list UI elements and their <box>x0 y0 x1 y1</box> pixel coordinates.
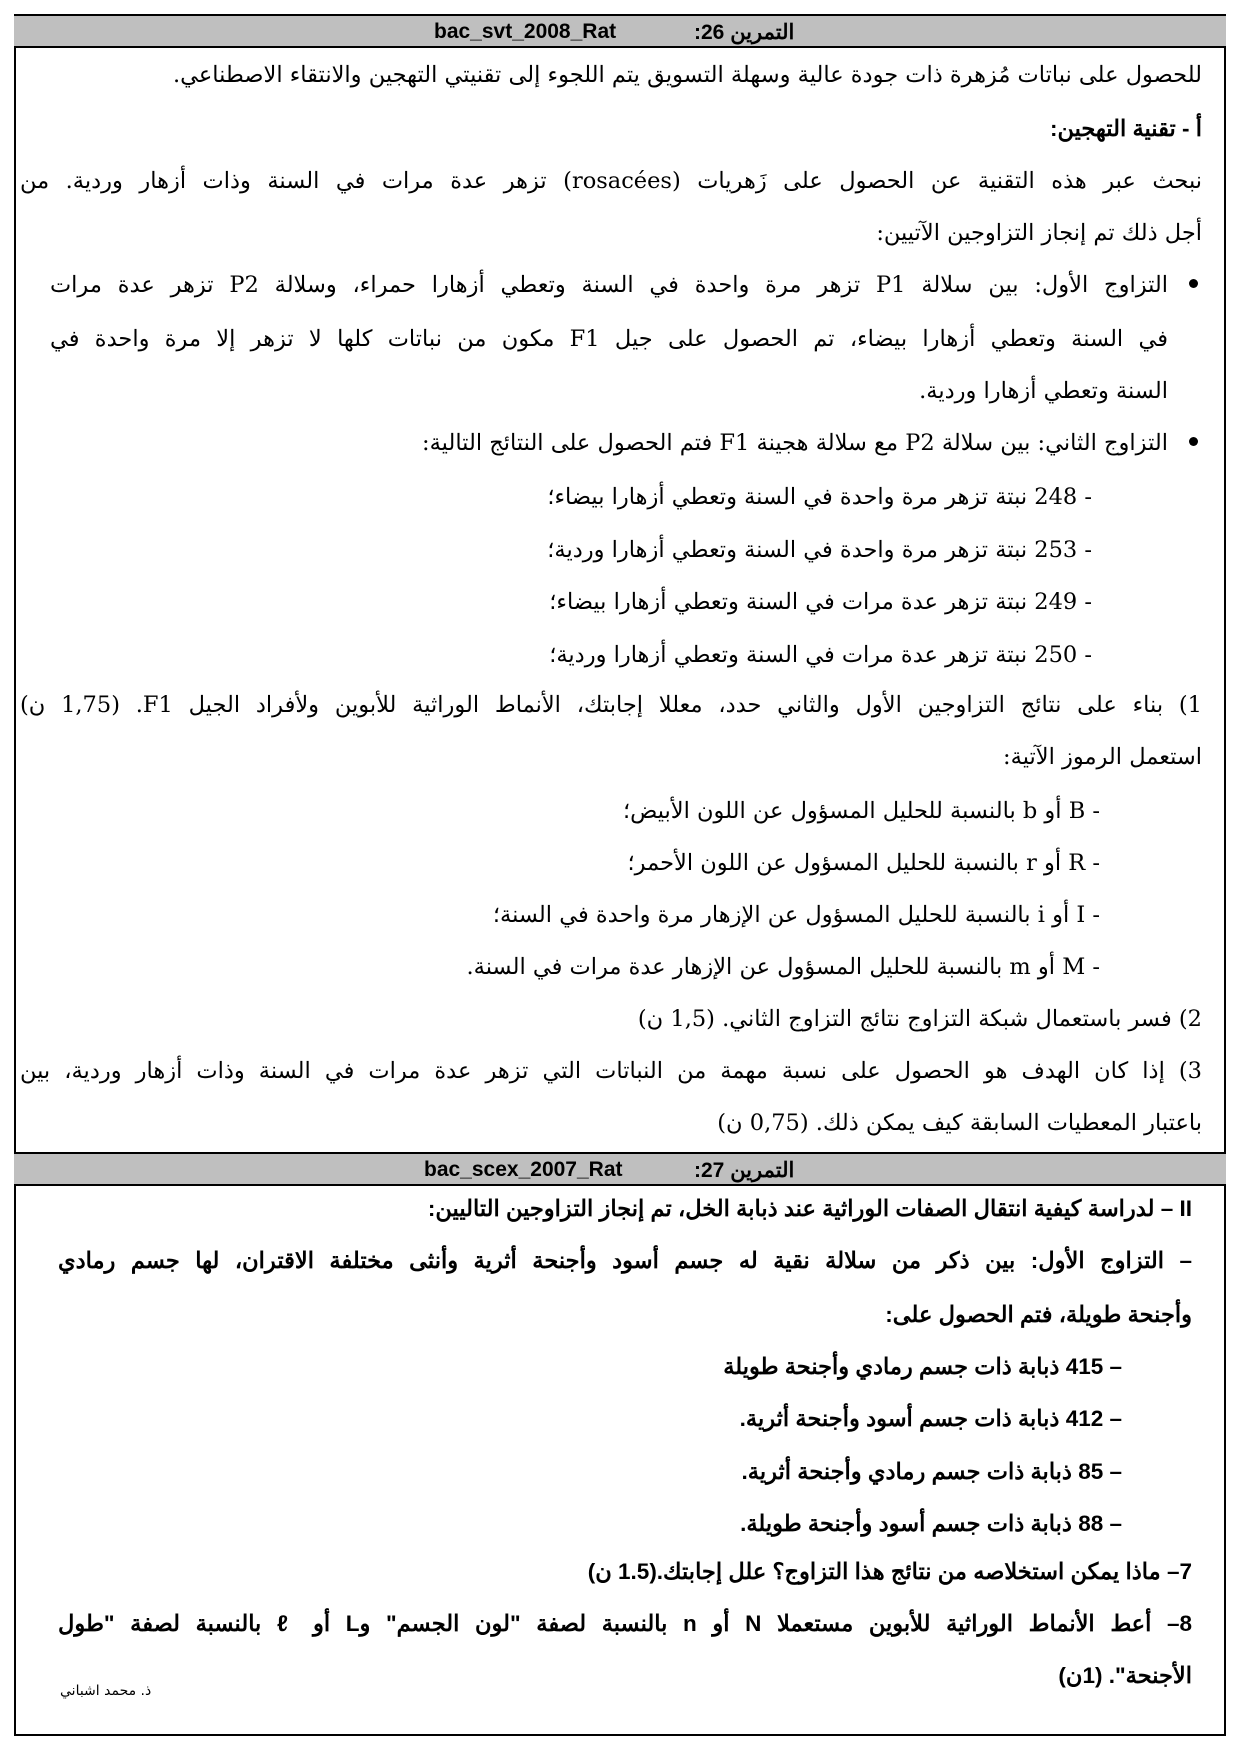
ex27-result-4: – 88 ذبابة ذات جسم أسود وأجنحة طويلة. <box>740 1511 1122 1536</box>
ex27-result-1: – 415 ذبابة ذات جسم رمادي وأجنحة طويلة <box>723 1354 1122 1379</box>
ex26-section-title: أ - تقنية التهجين: <box>1050 116 1202 141</box>
ex26-intro: للحصول على نباتات مُزهرة ذات جودة عالية وسهلة التسويق يتم اللجوء إلى تقنيتي التهجين والانتقاء الاصطناعي. <box>172 62 1202 88</box>
ex26-question-1: 1) بناء على نتائج التزاوجين الأول والثاني حدد، معللا إجابتك، الأنماط الوراثية للأبوين ولأفراد الجيل F1. (1,75 ن) <box>20 692 1202 718</box>
ex26-symbol-i: - I أو i بالنسبة للحليل المسؤول عن الإزهار مرة واحدة في السنة؛ <box>492 902 1100 928</box>
ex26-cross1-line-2: في السنة وتعطي أزهارا بيضاء، تم الحصول على جيل F1 مكون من نباتات كلها لا تزهر إلا مرة واحدة في <box>50 326 1168 352</box>
exercise-27-header <box>14 1152 1226 1186</box>
ex27-question-7: 7– ماذا يمكن استخلاصه من نتائج هذا التزاوج؟ علل إجابتك.(1.5 ن) <box>587 1559 1192 1584</box>
ex27-question-8-line-2: الأجنحة". (1ن) <box>1058 1663 1192 1688</box>
ex26-question-2: 2) فسر باستعمال شبكة التزاوج نتائج التزاوج الثاني. (1,5 ن) <box>637 1006 1202 1032</box>
ex27-intro: II – لدراسة كيفية انتقال الصفات الوراثية عند ذبابة الخل، تم إنجاز التزاوجين التاليين: <box>427 1196 1192 1221</box>
ex26-result-4: - 250 نبتة تزهر عدة مرات في السنة وتعطي أزهارا وردية؛ <box>549 642 1092 668</box>
exercise-26-header <box>14 14 1226 48</box>
exercise-26-label: التمرين 26: <box>694 21 795 44</box>
ex26-paragraph-line-2: أجل ذلك تم إنجاز التزاوجين الآتيين: <box>876 220 1202 246</box>
ex27-cross1-line-1: – التزاوج الأول: بين ذكر من سلالة نقية له جسم أسود وأجنحة أثرية وأنثى مختلفة الاقتران، لها جسم رمادي <box>58 1248 1192 1273</box>
ex26-result-2: - 253 نبتة تزهر مرة واحدة في السنة وتعطي أزهارا وردية؛ <box>547 537 1092 563</box>
ex26-result-1: - 248 نبتة تزهر مرة واحدة في السنة وتعطي أزهارا بيضاء؛ <box>547 484 1092 510</box>
ex26-symbol-b: - B أو b بالنسبة للحليل المسؤول عن اللون الأبيض؛ <box>623 798 1100 824</box>
bullet-2 <box>1189 437 1198 446</box>
ex26-symbol-m: - M أو m بالنسبة للحليل المسؤول عن الإزهار عدة مرات في السنة. <box>466 954 1100 980</box>
ex26-cross2-line: التزاوج الثاني: بين سلالة P2 مع سلالة هجينة F1 فتم الحصول على النتائج التالية: <box>422 430 1168 456</box>
ex26-cross1-line-3: السنة وتعطي أزهارا وردية. <box>919 378 1168 404</box>
ex26-symbols-intro: استعمل الرموز الآتية: <box>1003 744 1202 770</box>
author-signature: ذ. محمد اشباني <box>60 1683 152 1699</box>
exercise-27-code: bac_scex_2007_Rat <box>424 1158 623 1181</box>
ex26-question-3-line-1: 3) إذا كان الهدف هو الحصول على نسبة مهمة من النباتات التي تزهر عدة مرات في السنة وذات أزهار وردية، بين <box>20 1058 1202 1084</box>
ex27-cross1-line-2: وأجنحة طويلة، فتم الحصول على: <box>885 1302 1192 1327</box>
bullet-1 <box>1189 279 1198 288</box>
ex27-question-8-line-1: 8– أعط الأنماط الوراثية للأبوين مستعملا N أو n بالنسبة لصفة "لون الجسم" وL أو ℓ بالنسبة لصفة "طول <box>58 1611 1193 1636</box>
ex26-cross1-line-1: التزاوج الأول: بين سلالة P1 تزهر مرة واحدة في السنة وتعطي أزهارا حمراء، وسلالة P2 تزهر عدة مرات <box>50 272 1169 298</box>
ex26-symbol-r: - R أو r بالنسبة للحليل المسؤول عن اللون الأحمر؛ <box>627 850 1100 876</box>
ex26-question-3-line-2: باعتبار المعطيات السابقة كيف يمكن ذلك. (0,75 ن) <box>717 1110 1202 1136</box>
exercise-27-label: التمرين 27: <box>694 1159 795 1182</box>
exercise-26-code: bac_svt_2008_Rat <box>434 20 617 43</box>
ex26-result-3: - 249 نبتة تزهر عدة مرات في السنة وتعطي أزهارا بيضاء؛ <box>549 589 1092 615</box>
ex27-result-2: – 412 ذبابة ذات جسم أسود وأجنحة أثرية. <box>739 1406 1122 1431</box>
ex26-paragraph-line-1: نبحث عبر هذه التقنية عن الحصول على زَهريات (rosacées) تزهر عدة مرات في السنة وذات أزهار وردية. من <box>20 168 1203 194</box>
ex27-result-3: – 85 ذبابة ذات جسم رمادي وأجنحة أثرية. <box>741 1459 1122 1484</box>
